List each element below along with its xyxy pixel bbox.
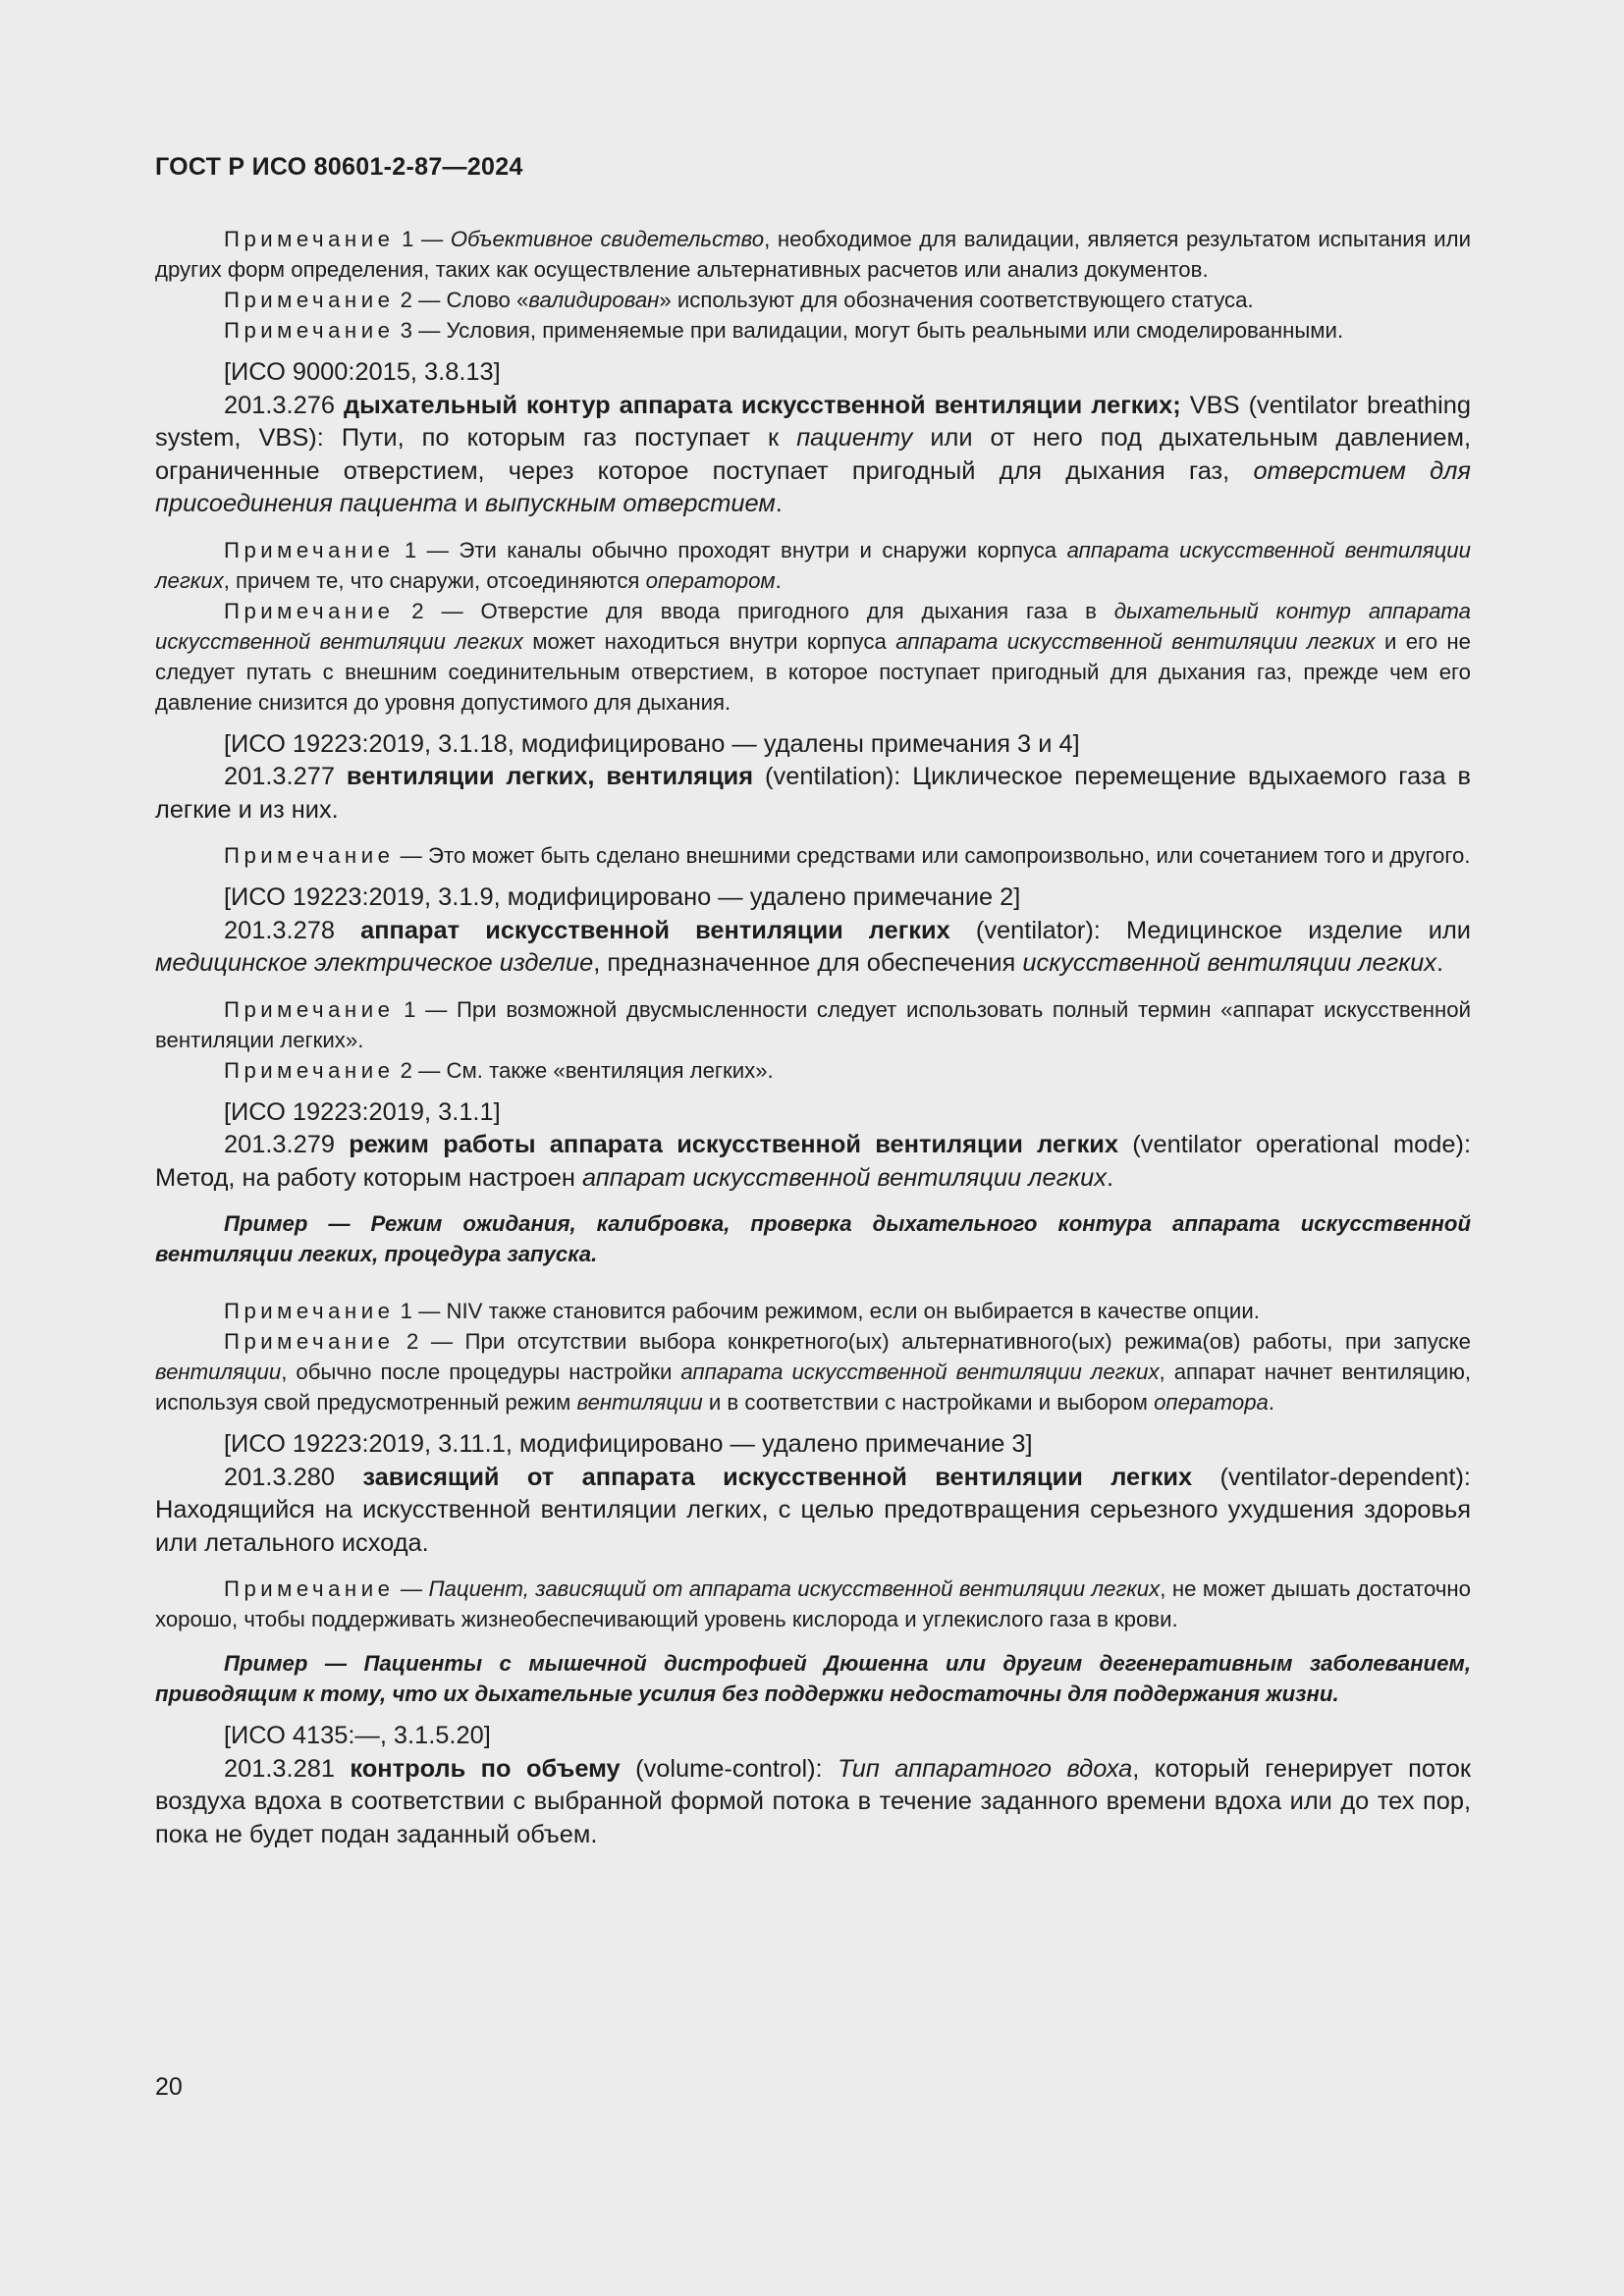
italic-term: оператора [1154,1390,1269,1415]
note-paragraph [155,1326,1471,1417]
text-run: 201.3.281 [224,1754,351,1783]
source-reference [155,1428,1471,1462]
italic-term: Пациент, зависящий от аппарата искусственной вентиляции легких [428,1576,1161,1601]
term-paragraph [155,390,1471,521]
example-paragraph [155,1648,1471,1709]
text-run: — [394,1576,429,1601]
text-run: 1 — Эти каналы обычно проходят внутри и снаружи корпуса [394,537,1067,562]
text-run: Пример — Пациенты с мышечной дистрофией Дюшенна или другим дегенеративным заболеванием, приводящим к тому, что их дыхательные усилия без поддержки недостаточны для поддержания жизни. [155,1651,1471,1706]
text-run: , не может дышать достаточно хорошо, чтобы поддерживать жизнеобеспечивающий уровень кислорода и углекислого газа в крови. [155,1576,1471,1631]
note-paragraph [155,1055,1471,1086]
note-label: Примечание [224,1576,395,1601]
page-number: 20 [155,2073,183,2101]
text-run: и [457,490,485,517]
term-paragraph [155,761,1471,827]
note-label: Примечание [224,288,395,312]
italic-term: аппарата искусственной вентиляции легких [895,628,1376,654]
note-label: Примечание [224,996,395,1022]
text-run: 201.3.277 [224,763,347,790]
text-run: (ventilator operational mode): Метод, на работу которым настроен [155,1131,1471,1192]
text-run: (ventilator): Медицинское изделие или [949,916,1471,944]
text-run: 1 — [394,227,451,251]
text-run: . [1436,949,1444,977]
note-paragraph [155,285,1471,315]
text-run: 1 — NIV также становится рабочим режимом, если он выбирается в качестве опции. [394,1299,1260,1323]
italic-term: оператором [645,567,776,593]
note-label: Примечание [224,843,395,868]
term-name: режим работы аппарата искусственной вентиляции легких [349,1131,1119,1158]
italic-term: вентиляции [576,1390,703,1415]
text-run: 2 — См. также «вентиляция легких». [394,1057,774,1083]
text-run: [ИСО 19223:2019, 3.1.1] [224,1097,501,1126]
note-label: Примечание [224,598,395,623]
term-paragraph [155,1129,1471,1195]
text-run: [ИСО 19223:2019, 3.1.18, модифицировано — удалены примечания 3 и 4] [224,729,1080,758]
text-run: , аппарат начнет вентиляцию, используя свой предусмотренный режим [155,1360,1471,1415]
source-reference [155,728,1471,762]
text-run: 2 — Отверстие для ввода пригодного для дыхания газа в [394,598,1114,623]
text-run: 3 — Условия, применяемые при валидации, могут быть реальными или смоделированными. [394,318,1344,343]
text-run: 1 — При возможной двусмысленности следует использовать полный термин «аппарат искусственной вентиляции легких». [155,996,1471,1052]
text-run: Пример — Режим ожидания, калибровка, проверка дыхательного контура аппарата искусственной вентиляции легких, процедура запуска. [155,1211,1471,1266]
text-run: может находиться внутри корпуса [522,628,896,654]
text-run: 201.3.278 [224,916,361,944]
text-run: , необходимое для валидации, является результатом испытания или других форм определения, таких как осуществление альтернативных расчетов или анализ документов. [155,227,1472,282]
term-name: вентиляции легких, вентиляция [346,763,754,790]
text-run: и его не следует путать с внешним соединительным отверстием, в которое поступает пригодный для дыхания газ, прежде чем его давление снизится до уровня допустимого для дыхания. [155,628,1472,715]
italic-term: аппарат искусственной вентиляции легких [581,1163,1107,1192]
italic-term: выпускным отверстием [484,490,776,517]
source-reference [155,1096,1471,1130]
note-label: Примечание [224,1057,395,1083]
text-run: [ИСО 9000:2015, 3.8.13] [224,358,501,386]
text-run: (ventilator-dependent): Находящийся на искусственной вентиляции легких, с целью предотвращения серьезного ухудшения здоровья или летального исхода. [155,1463,1471,1557]
text-run: , обычно после процедуры настройки [281,1360,681,1384]
italic-term: медицинское электрическое изделие [155,949,594,977]
note-paragraph [155,535,1471,596]
italic-term: пациенту [796,424,913,452]
note-paragraph [155,315,1471,346]
italic-term: аппарата искусственной вентиляции легких [155,537,1471,593]
text-run: или от него под дыхательным давлением, ограниченные отверстием, через которое поступает пригодный для дыхания газ, [155,424,1471,485]
text-run: — Это может быть сделано внешними средствами или самопроизвольно, или сочетанием того и другого. [394,843,1471,868]
note-label: Примечание [224,1329,395,1354]
italic-term: вентиляции [155,1360,282,1384]
term-name: контроль по объему [350,1754,621,1783]
text-run: [ИСО 19223:2019, 3.11.1, модифицировано — удалено примечание 3] [224,1430,1033,1458]
italic-term: дыхательный контур аппарата искусственной вентиляции легких [155,598,1471,654]
text-run: [ИСО 19223:2019, 3.1.9, модифицировано — удалено примечание 2] [224,883,1021,911]
source-reference [155,881,1471,915]
note-paragraph [155,1296,1471,1326]
italic-term: искусственной вентиляции легких [1022,949,1436,977]
italic-term: валидирован [528,288,660,312]
italic-term: Объективное свидетельство [450,227,765,251]
standard-header: ГОСТ Р ИСО 80601-2-87—2024 [155,153,523,181]
text-run: (ventilation): Циклическое перемещение вдыхаемого газа в легкие и из них. [155,763,1472,824]
text-run: . [775,567,782,593]
text-run: , предназначенное для обеспечения [593,949,1023,977]
document-body [155,224,1471,1851]
note-label: Примечание [224,227,395,251]
text-run: 2 — При отсутствии выбора конкретного(ых) альтернативного(ых) режима(ов) работы, при запуске [394,1329,1471,1354]
note-paragraph [155,1574,1471,1634]
text-run: 201.3.280 [224,1463,363,1491]
text-run: 201.3.279 [224,1131,350,1158]
text-run: 201.3.276 [224,391,345,419]
note-paragraph [155,224,1471,285]
text-run: » используют для обозначения соответствующего статуса. [659,288,1254,312]
source-reference [155,356,1471,390]
text-run: VBS (ventilator breathing system, VBS): Пути, по которым газ поступает к [155,391,1472,452]
term-paragraph [155,915,1471,981]
note-paragraph [155,840,1471,871]
text-run: . [1106,1163,1114,1192]
italic-term: отверстием для присоединения пациента [155,456,1472,517]
source-reference [155,1720,1471,1753]
note-paragraph [155,994,1471,1055]
term-name: дыхательный контур аппарата искусственной вентиляции легких; [344,391,1181,419]
text-run: 2 — Слово « [394,288,529,312]
text-run: . [775,490,783,517]
note-label: Примечание [224,537,395,562]
note-paragraph [155,596,1471,718]
note-label: Примечание [224,318,395,343]
text-run: , причем те, что снаружи, отсоединяются [223,567,646,593]
term-name: аппарат искусственной вентиляции легких [360,916,950,944]
text-run: , который генерирует поток воздуха вдоха в соответствии с выбранной формой потока в течение заданного времени вдоха или до тех пор, пока не будет подан заданный объем. [155,1754,1471,1848]
term-paragraph [155,1462,1471,1561]
text-run: и в соответствии с настройками и выбором [702,1390,1155,1415]
text-run: [ИСО 4135:—, 3.1.5.20] [224,1722,491,1749]
italic-term: аппарата искусственной вентиляции легких [680,1360,1160,1384]
italic-term: Тип аппаратного вдоха [838,1754,1133,1783]
term-paragraph [155,1753,1471,1852]
note-label: Примечание [224,1299,395,1323]
text-run: (volume-control): [620,1754,839,1783]
example-paragraph [155,1208,1471,1269]
text-run: . [1268,1390,1275,1415]
term-name: зависящий от аппарата искусственной вентиляции легких [362,1463,1193,1491]
